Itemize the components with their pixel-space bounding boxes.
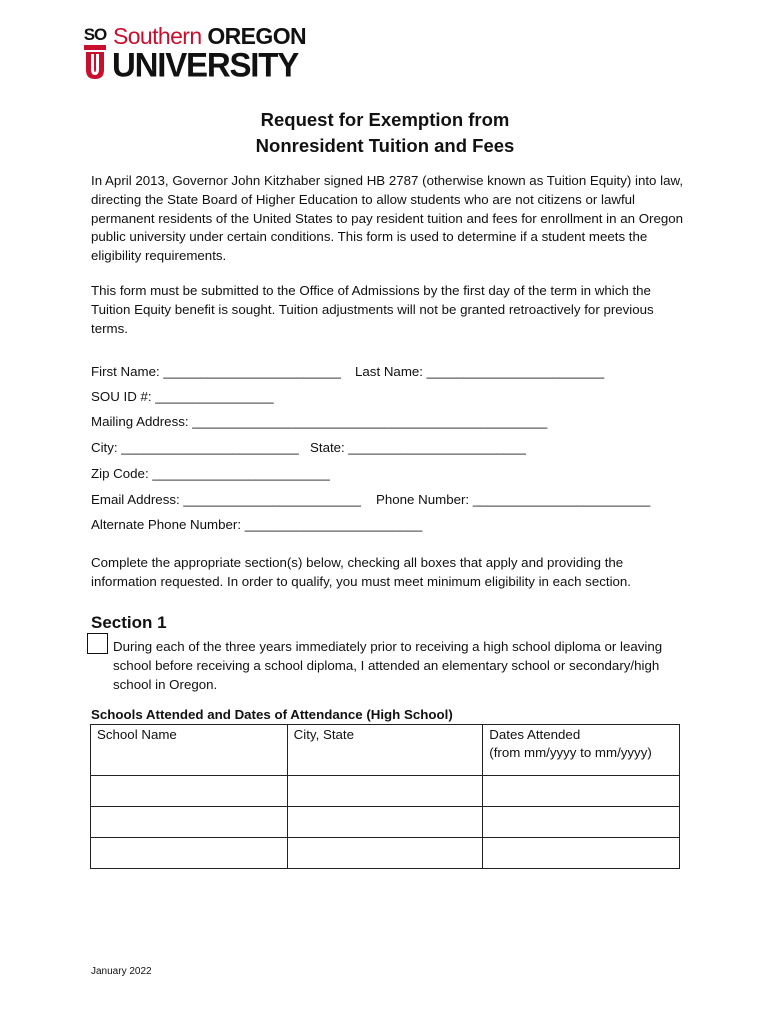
mailing-address-field[interactable]: Mailing Address: ________________________________________________ [91,414,548,429]
city-state-cell[interactable] [287,838,483,869]
intro-paragraph: In April 2013, Governor John Kitzhaber signed HB 2787 (otherwise known as Tuition Equity) into law, directing the State Board of Higher Education to allow students who are not citizens or lawful permanent residents of the United States to pay resident tuition and fees for enrollment in an Oregon public university under certain conditions. This form is used to determine if a student meets the eligibility requirements. [91,173,684,264]
table-row [91,838,680,869]
logo-southern: Southern [113,23,202,49]
first-name-field[interactable]: First Name: ________________________ [91,364,341,379]
col-school-name: School Name [91,725,288,776]
col-dates-format: (from mm/yyyy to mm/yyyy) [489,745,652,760]
alternate-phone-field[interactable]: Alternate Phone Number: ________________________ [91,517,423,532]
table-header-row [91,725,680,776]
svg-text:SO: SO [83,25,107,44]
logo-university: UNIVERSITY [112,45,299,84]
zip-code-field[interactable]: Zip Code: ________________________ [91,466,330,481]
school-name-cell[interactable] [91,807,288,838]
title-line-2: Nonresident Tuition and Fees [255,135,515,156]
city-state-cell[interactable] [287,807,483,838]
table-row [91,807,680,838]
schools-attended-table [90,724,680,869]
dates-attended-cell[interactable] [483,838,680,869]
dates-attended-cell[interactable] [483,807,680,838]
last-name-field[interactable]: Last Name: ________________________ [355,364,605,379]
section-1-heading: Section 1 [91,613,167,632]
col-city-state: City, State [287,725,483,776]
submission-paragraph: This form must be submitted to the Office of Admissions by the first day of the term in which the Tuition Equity benefit is sought. Tuition adjustments will not be granted retroactively for previous terms. [91,283,654,336]
col-dates-label: Dates Attended [489,727,581,742]
col-dates-attended [483,725,680,776]
phone-number-field[interactable]: Phone Number: ________________________ [376,492,651,507]
school-name-cell[interactable] [91,776,288,807]
footer-date: January 2022 [91,966,152,977]
section-1-statement: During each of the three years immediately prior to receiving a high school diploma or leaving school before receiving a school diploma, I attended an elementary school or secondary/high school in Oregon. [113,639,663,692]
state-field[interactable]: State: ________________________ [310,440,526,455]
table-row [91,776,680,807]
section-1-checkbox[interactable] [87,633,108,654]
sou-id-field[interactable]: SOU ID #: ________________ [91,389,274,404]
email-address-field[interactable]: Email Address: ________________________ [91,492,361,507]
so-u-emblem-icon [83,24,107,80]
dates-attended-cell[interactable] [483,776,680,807]
city-state-cell[interactable] [287,776,483,807]
page-title [0,107,770,159]
city-field[interactable]: City: ________________________ [91,440,299,455]
instructions-paragraph: Complete the appropriate section(s) below, checking all boxes that apply and providing the information requested. In order to qualify, you must meet minimum eligibility in each section. [91,555,632,589]
title-line-1: Request for Exemption from [260,109,510,130]
logo-oregon: OREGON [207,23,306,49]
school-name-cell[interactable] [91,838,288,869]
schools-table-title: Schools Attended and Dates of Attendance (High School) [91,707,453,722]
university-logo [83,23,306,84]
